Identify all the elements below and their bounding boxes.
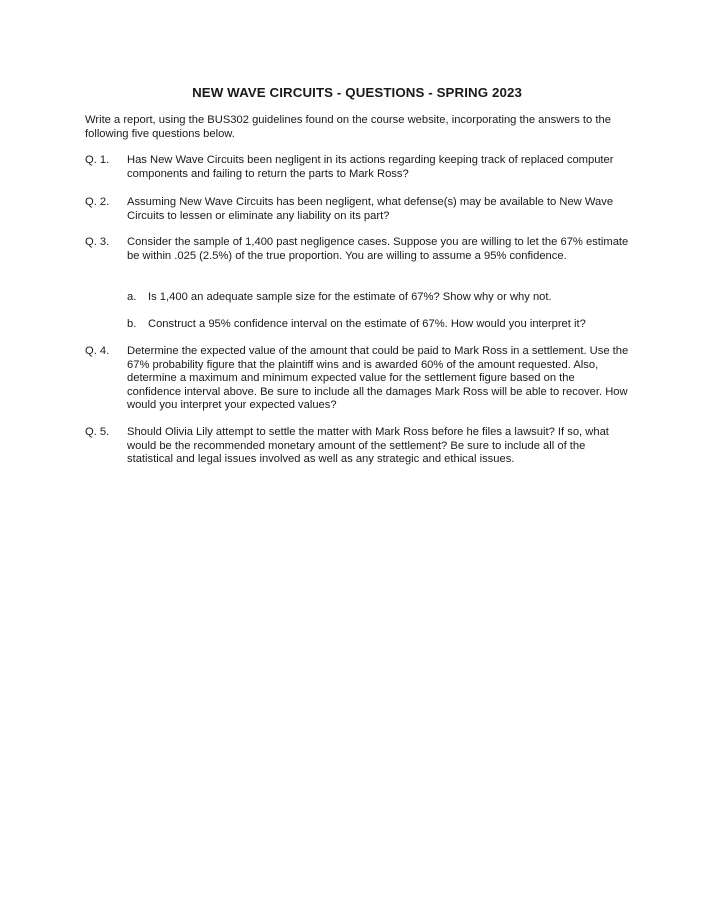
question-number: Q. 3. (85, 236, 110, 248)
question-text: Should Olivia Lily attempt to settle the matter with Mark Ross before he files a lawsuit? If so, what would be the recommended monetary amount of the settlement? Be sure to include all of the statistical and legal issues involved as well as any strategic and ethical issues. (127, 426, 609, 466)
question-3 (85, 236, 630, 263)
question-4 (85, 345, 630, 413)
question-3-part-a (127, 291, 630, 305)
question-text: Determine the expected value of the amount that could be paid to Mark Ross in a settlement. Use the 67% probability figure that the plaintiff wins and is awarded 60% of the amount requested. Also, determine a maximum and minimum expected value for the settlement figure based on the confidence interval above. Be sure to include all the damages Mark Ross will be able to recover. How would you interpret your expected values? (127, 345, 629, 412)
question-number: Q. 5. (85, 426, 110, 438)
sub-item-text: Is 1,400 an adequate sample size for the estimate of 67%? Show why or why not. (148, 291, 552, 303)
question-2 (85, 196, 630, 223)
question-3-part-b (127, 318, 630, 332)
question-text: Consider the sample of 1,400 past negligence cases. Suppose you are willing to let the 67% estimate be within .025 (2.5%) of the true proportion. You are willing to assume a 95% confidence. (127, 236, 629, 262)
sub-item-letter: a. (127, 291, 137, 303)
question-text: Assuming New Wave Circuits has been negligent, what defense(s) may be available to New Wave Circuits to lessen or eliminate any liability on its part? (127, 196, 614, 222)
sub-item-letter: b. (127, 318, 137, 330)
question-1 (85, 154, 630, 181)
question-text: Has New Wave Circuits been negligent in its actions regarding keeping track of replaced computer components and failing to return the parts to Mark Ross? (127, 154, 614, 180)
question-number: Q. 2. (85, 196, 110, 208)
question-number: Q. 4. (85, 345, 110, 357)
question-number: Q. 1. (85, 154, 110, 166)
question-5 (85, 426, 630, 467)
intro-paragraph: Write a report, using the BUS302 guidelines found on the course website, incorporating the answers to the following five questions below. (85, 114, 611, 140)
document-title: NEW WAVE CIRCUITS - QUESTIONS - SPRING 2023 (192, 85, 522, 100)
sub-item-text: Construct a 95% confidence interval on the estimate of 67%. How would you interpret it? (148, 318, 586, 330)
